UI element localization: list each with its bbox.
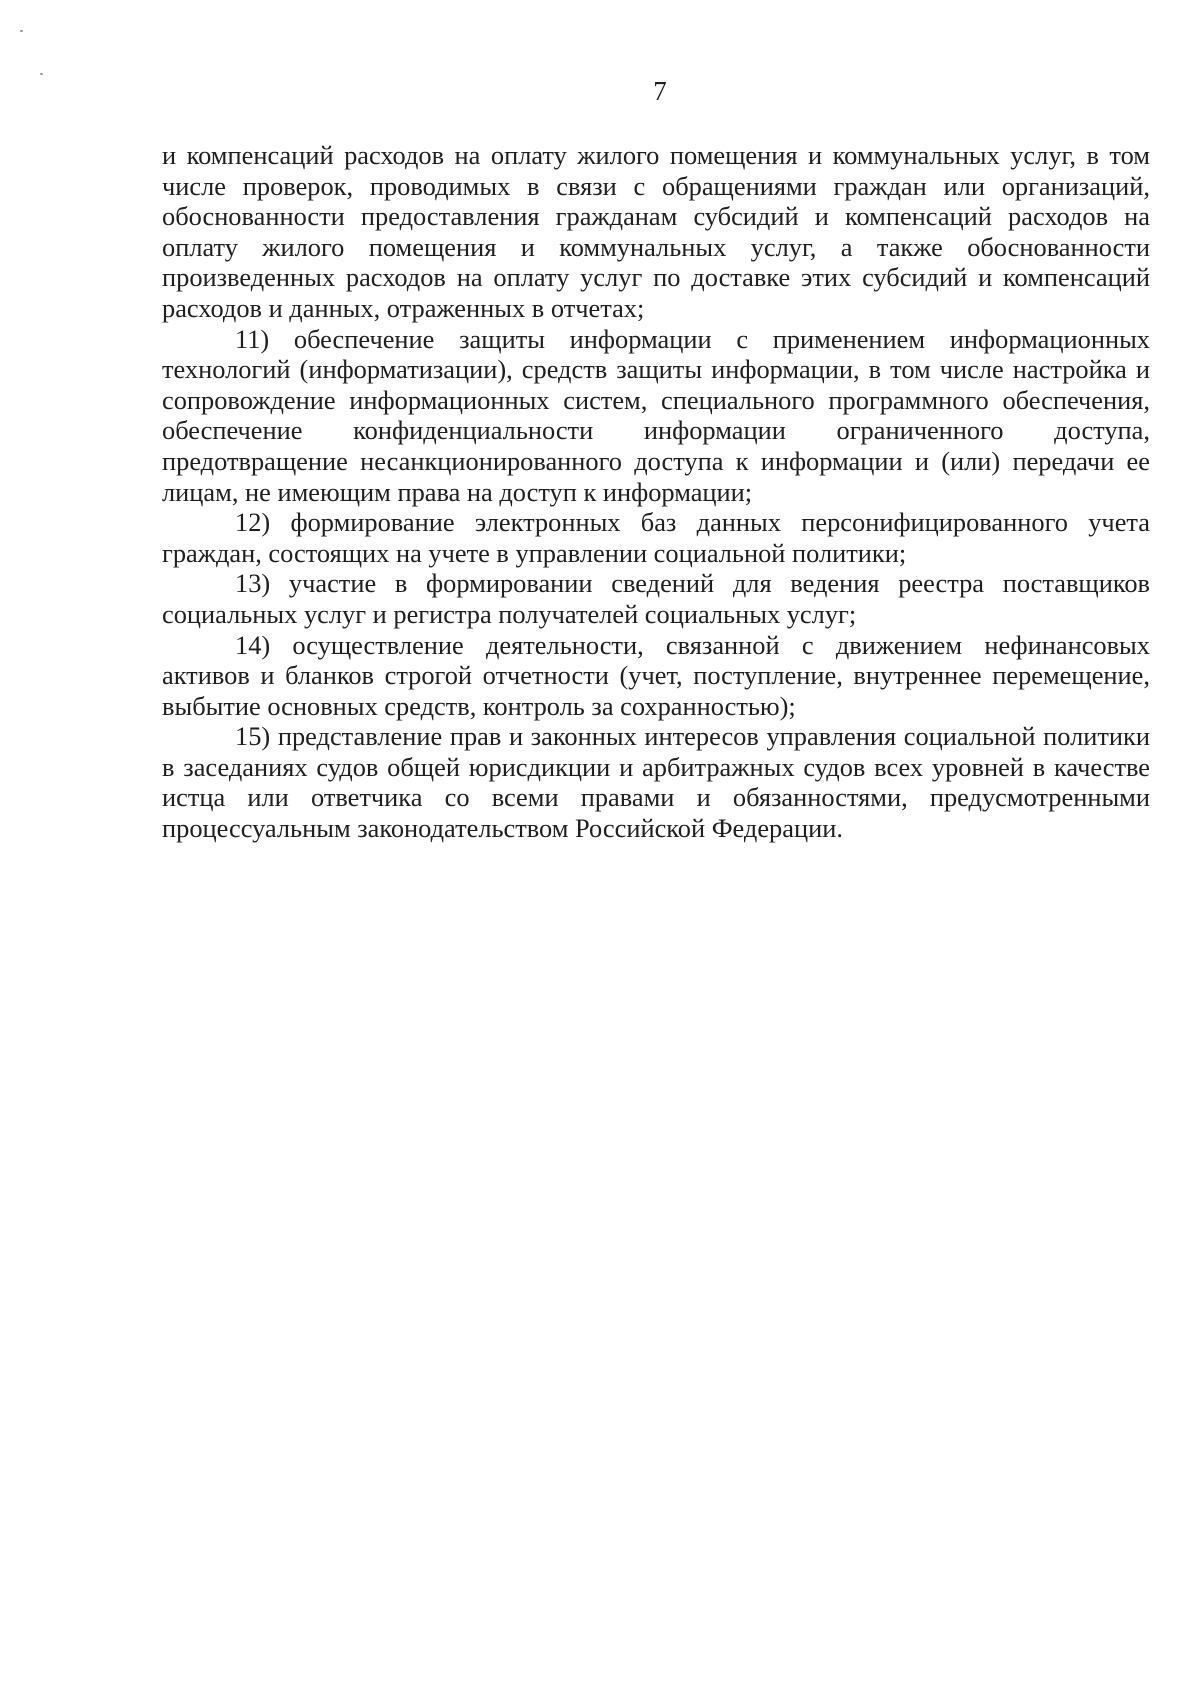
list-item-12: 12) формирование электронных баз данных персонифицированного учета граждан, состоящих на учете в управлении социальной политики; <box>162 507 1150 568</box>
page-number: 7 <box>653 76 667 106</box>
list-item-15: 15) представление прав и законных интересов управления социальной политики в заседаниях судов общей юрисдикции и арбитражных судов всех уровней в качестве истца или ответчика со всеми правами и обязанностями, предусмотренными процессуальным законодательством Российской Федерации. <box>162 721 1150 844</box>
scan-speck <box>40 73 43 75</box>
list-item-14: 14) осуществление деятельности, связанной с движением нефинансовых активов и бланков строгой отчетности (учет, поступление, внутреннее перемещение, выбытие основных средств, контроль за сохранностью); <box>162 629 1150 721</box>
list-item-13: 13) участие в формировании сведений для ведения реестра поставщиков социальных услуг и регистра получателей социальных услуг; <box>162 568 1150 629</box>
document-body <box>162 140 1150 844</box>
list-item-11: 11) обеспечение защиты информации с применением информационных технологий (информатизации), средств защиты информации, в том числе настройка и сопровождение информационных систем, специального программного обеспечения, обеспечение конфиденциальности информации ограниченного доступа, предотвращение несанкционированного доступа к информации и (или) передачи ее лицам, не имеющим права на доступ к информации; <box>162 323 1150 507</box>
paragraph-continuation: и компенсаций расходов на оплату жилого помещения и коммунальных услуг, в том числе проверок, проводимых в связи с обращениями граждан или организаций, обоснованности предоставления гражданам субсидий и компенсаций расходов на оплату жилого помещения и коммунальных услуг, а также обоснованности произведенных расходов на оплату услуг по доставке этих субсидий и компенсаций расходов и данных, отраженных в отчетах; <box>162 140 1150 323</box>
scan-speck <box>20 30 23 32</box>
